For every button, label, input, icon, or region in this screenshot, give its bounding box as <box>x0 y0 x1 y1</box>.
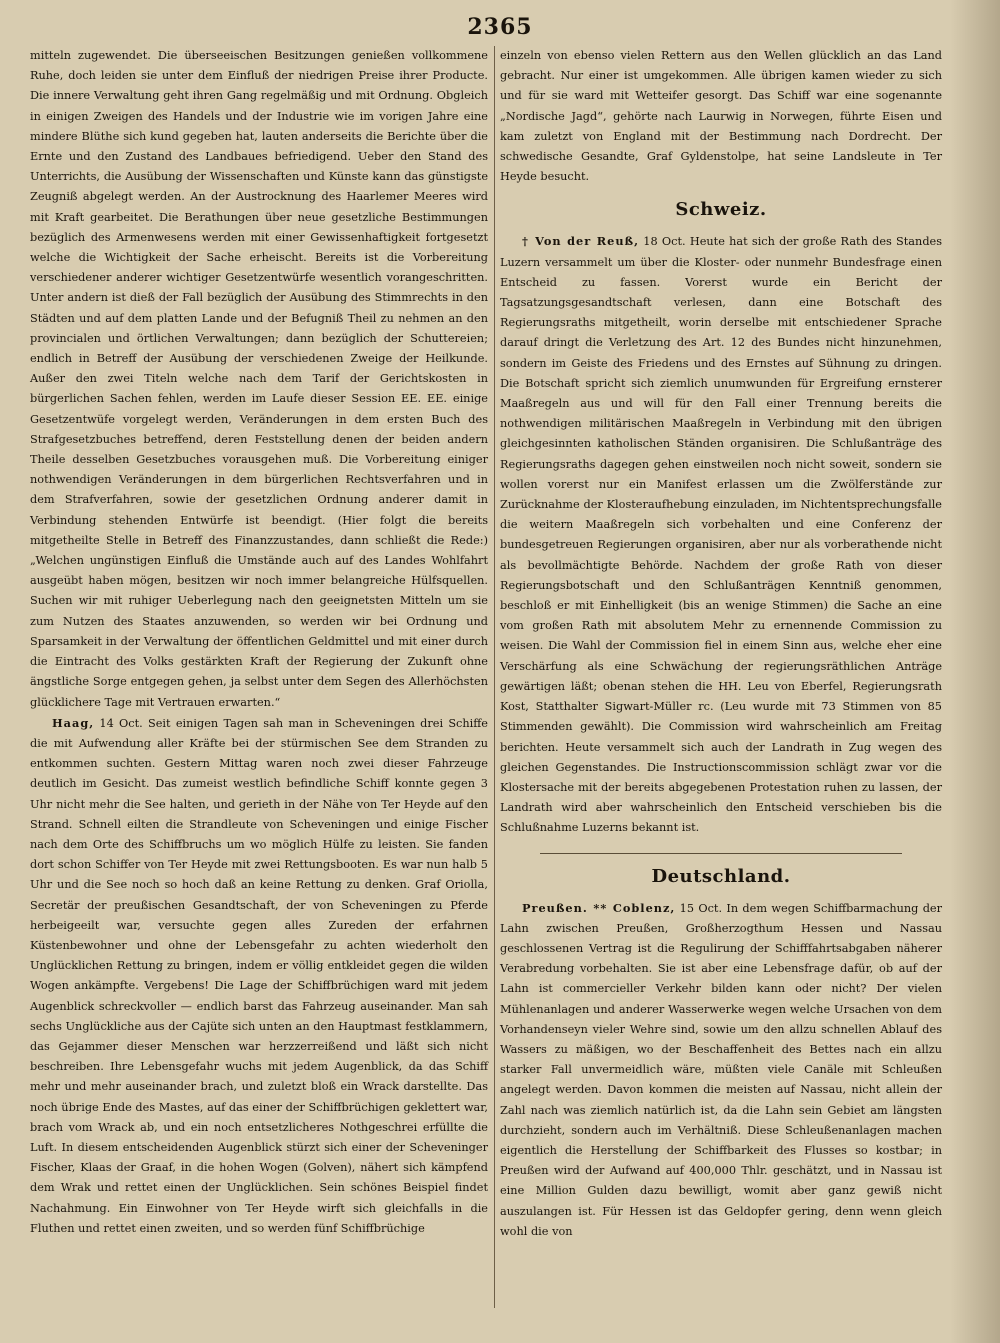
preussen-text: In dem wegen Schiffbarmachung der Lahn zwischen Preußen, Großherzogthum Hessen und Nassau geschlossenen Vertrag ist die Regulirung der Schifffahrtsabgaben näherer Verabredung vorbehalten. Sie ist aber eine Lebensfrage dafür, ob auf der Lahn ist commercieller Verkehr bilden kann oder nicht? Der vielen Mühlenanlagen und anderer Wasserwerke wegen welche Ursachen von dem Vorhandenseyn vieler Wehre sind, sowie um den allzu schnellen Ablauf des Wassers zu mäßigen, wo der Beschaffenheit des Bettes nach ein allzu starker Fall unvermeidlich wäre, müßten viele Canäle mit Schleußen angelegt werden. Davon kommen die meisten auf Nassau, nicht allein der Zahl nach was ziemlich natürlich ist, da die Lahn sein Gebiet am längsten durchzieht, sondern auch im Verhältniß. Diese Schleußenanlagen machen eigentlich die Herstellung der Schiffbarkeit des Flusses so kostbar; in Preußen wird der Aufwand auf 400,000 Thlr. geschätzt, und in Nassau ist eine Million Gulden dazu bewilligt, womit aber ganz gewiß nicht auszulangen ist. Für Hessen ist das Geldopfer gering, denn wenn gleich wohl die von <box>500 901 943 1238</box>
section-heading-schweiz: Schweiz. <box>675 199 767 221</box>
section-divider <box>540 853 902 854</box>
preussen-date: 15 Oct. <box>679 901 723 915</box>
haag-text: Seit einigen Tagen sah man in Scheveningen drei Schiffe die mit Aufwendung aller Kräfte bei der stürmischen See dem Stranden zu entkommen suchten. Gestern Mittag waren noch zwei dieser Fahrzeuge deutlich im Gesicht. Das zumeist westlich befindliche Schiff konnte gegen 3 Uhr nicht mehr die See halten, und gerieth in der Nähe von Ter Heyde auf den Strand. Schnell eilten die Strandleute von Scheveningen und einige Fischer nach dem Orte des Schiffbruchs um wo möglich Hülfe zu leisten. Sie fanden dort schon Schiffer von Ter Heyde mit zwei Rettungsbooten. Es war nun halb 5 Uhr und die See noch so hoch daß an keine Rettung zu denken. Graf Oriolla, Secretär der preußischen Gesandtschaft, der von Scheveningen zu Pferde herbeigeeilt war, versuchte gegen alles Zureden der erfahrnen Küstenbewohner und ohne der Lebensgefahr zu achten wiederholt den Unglücklichen Rettung zu bringen, indem er völlig entkleidet gegen die wilden Wogen ankämpfte. Vergebens! Die Lage der Schiffbrüchigen ward mit jedem Augenblick schreckvoller — endlich barst das Fahrzeug auseinander. Man sah sechs Unglückliche aus der Cajüte sich unten an den Hauptmast festklammern, das Gejammer dieser Menschen war herzzerreißend und läßt sich nicht beschreiben. Ihre Lebensgefahr wuchs mit jedem Augenblick, da das Schiff mehr und mehr auseinander brach, und zuletzt bloß ein Wrack darstellte. Das noch übrige Ende des Mastes, auf das einer der Schiffbrüchigen geklettert war, brach vom Wrack ab, und ein noch entsetzlicheres Nothgeschrei erfüllte die Luft. In diesem entscheidenden Augenblick stürzt sich einer der Scheveninger Fischer, Klaas der Graaf, in die hohen Wogen (Golven), nähert sich kämpfend dem Wrak und rettet einen der Unglücklichen. Sein schönes Beispiel findet Nachahmung. Ein Einwohner von Ter Heyde wirft sich gleichfalls in die Fluthen und rettet einen zweiten, und so werden fünf Schiffbrüchige <box>30 716 488 1235</box>
preussen-article <box>500 898 942 1242</box>
reuss-article <box>500 231 942 838</box>
reuss-text: Heute hat sich der große Rath des Standes Luzern versammelt um über die Kloster- oder nunmehr Bundesfrage einen Entscheid zu fassen. Vorerst wurde ein Bericht der Tagsatzungsgesandtschaft verlesen, dann eine Botschaft des Regierungsraths mitgetheilt, worin derselbe mit entschiedener Sprache darauf dringt die Verletzung des Art. 12 des Bundes nicht hinzunehmen, sondern im Geiste des Friedens und des Ernstes auf Sühnung zu dringen. Die Botschaft spricht sich ziemlich unumwunden für Ergreifung ernsterer Maaßregeln aus und will für den Fall einer Trennung bereits die nothwendigen militärischen Maaßregeln in Verbindung mit den übrigen gleichgesinnten katholischen Ständen organisiren. Die Schlußanträge des Regierungsraths dagegen gehen einstweilen noch nicht soweit, sondern sie wollen vorerst nur ein Manifest erlassen um die Zwölferstände zur Zurücknahme der Klosteraufhebung einzuladen, im Nichtentsprechungsfalle die weitern Maaßregeln sich vorbehalten und eine Conferenz der bundesgetreuen Regierungen organisiren, aber nur als vorberathende nicht als bevollmächtigte Behörde. Nachdem der große Rath von dieser Regierungsbotschaft und den Schlußanträgen Kenntniß genommen, beschloß er mit Einhelligkeit (bis an wenige Stimmen) die Sache an eine vom großen Rath mit absolutem Mehr zu ernennende Commission zu weisen. Die Wahl der Commission fiel in einem Sinn aus, welche eher eine Verschärfung als eine Schwächung der regierungsräthlichen Anträge gewärtigen läßt; obenan stehen die HH. Leu von Eberfel, Regierungsrath Kost, Statthalter Sigwart-Müller rc. (Leu wurde mit 73 Stimmen von 85 Stimmenden gewählt). Die Commission wird wahrscheinlich am Freitag berichten. Heute versammelt sich auch der Landrath in Zug wegen des gleichen Gegenstandes. Die Instructionscommission schlägt zwar vor die Klostersache mit der bereits abgegebenen Protestation ruhen zu lassen, der Landrath wird aber wahrscheinlich den Entscheid verschieben bis die Schlußnahme Luzerns bekannt ist. <box>500 235 943 835</box>
haag-date: 14 Oct. <box>99 716 143 730</box>
continuation-paragraph: einzeln von ebenso vielen Rettern aus den Wellen glücklich an das Land gebracht. Nur einer ist umgekommen. Alle übrigen kamen wieder zu sich und für sie ward mit Wetteifer gesorgt. Das Schiff war eine sogenannte „Nordische Jagd“, gehörte nach Laurwig in Norwegen, führte Eisen und kam zuletzt von England mit der Bestimmung nach Dordrecht. Der schwedische Gesandte, Graf Gyldenstolpe, hat seine Landsleute in Ter Heyde besucht. <box>500 49 942 184</box>
opening-paragraph: mitteln zugewendet. Die überseeischen Besitzungen genießen vollkommene Ruhe, doch leiden sie unter dem Einfluß der niedrigen Preise ihrer Producte. Die innere Verwaltung geht ihren Gang regelmäßig und mit Ordnung. Obgleich in einigen Zweigen des Handels und der Industrie wie im vorigen Jahre eine mindere Blüthe sich kund gegeben hat, lauten anderseits die Berichte über die Ernte und den Zustand des Landbaues befriedigend. Ueber den Stand des Unterrichts, die Ausübung der Wissenschaften und Künste kann das günstigste Zeugniß abgelegt werden. An der Austrocknung des Haarlemer Meeres wird mit Kraft gearbeitet. Die Berathungen über neue gesetzliche Bestimmungen bezüglich des Armenwesens werden mit einer Gewissenhaftigkeit fortgesetzt welche die Wichtigkeit der Sache erheischt. Bereits ist die Vorbereitung verschiedener anderer wichtiger Gesetzentwürfe wesentlich vorangeschritten. Unter andern ist dieß der Fall bezüglich der Ausübung des Stimmrechts in den Städten und auf dem platten Lande und der Befugniß Theil zu nehmen an den provincialen und örtlichen Verwaltungen; dann bezüglich der Schuttereien; endlich in Betreff der Ausübung der verschiedenen Zweige der Heilkunde. Außer den zwei Titeln welche nach dem Tarif der Gerichtskosten in bürgerlichen Sachen fehlen, werden im Laufe dieser Session EE. EE. einige Gesetzentwüfe vorgelegt werden, Veränderungen in dem ersten Buch des Strafgesetzbuches betreffend, deren Feststellung denen der beiden andern Theile desselben Gesetzbuches vorausgehen muß. Die Vorbereitung einiger nothwendigen Veränderungen in dem bürgerlichen Rechtsverfahren und in dem Strafverfahren, sowie der gesetzlichen Ordnung anderer damit in Verbindung stehenden Entwürfe ist beendigt. (Hier folgt die bereits mitgetheilte Stelle in Betreff des Finanzzustandes, dann schließt die Rede:) „Welchen ungünstigen Einfluß die Umstände auch auf des Landes Wohlfahrt ausgeübt haben mögen, besitzen wir noch immer belangreiche Hülfsquellen. Suchen wir mit ruhiger Ueberlegung nach den geeignetsten Mitteln um sie zum Nutzen des Staates anzuwenden, so werden wir bei Ordnung und Sparsamkeit in der Verwaltung der öffentlichen Geldmittel und mit einer durch die Eintracht des Volks gestärkten Kraft der Regierung der Zukunft ohne ängstliche Sorge entgegen gehen, ja selbst unter dem Segen des Allerhöchsten glücklichere Tage mit Vertrauen erwarten.“ <box>30 49 488 709</box>
right-column <box>500 46 942 1242</box>
page-number: 2365 <box>467 14 533 40</box>
scan-edge-shadow <box>950 0 1000 1343</box>
preussen-dateline: Preußen. ** Coblenz, <box>522 900 676 915</box>
reuss-dateline: † Von der Reuß, <box>522 234 640 249</box>
section-heading-deutschland: Deutschland. <box>651 865 791 887</box>
reuss-date: 18 Oct. <box>643 235 686 249</box>
haag-dateline: Haag, <box>52 715 95 730</box>
haag-article <box>30 713 488 1239</box>
left-column <box>30 46 488 1239</box>
column-divider <box>494 46 495 1308</box>
